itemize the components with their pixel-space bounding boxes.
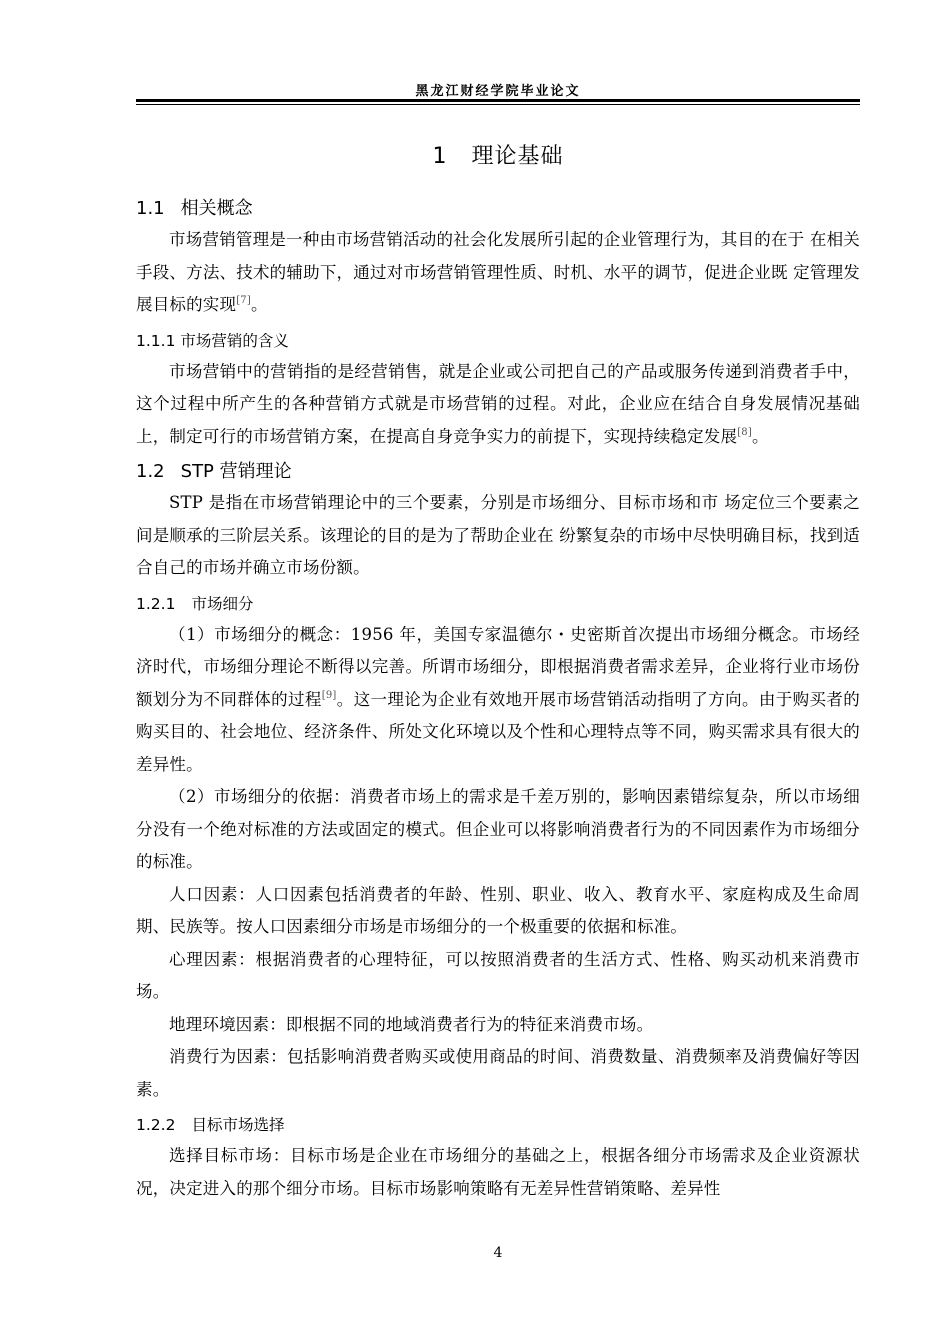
subsection-title: 目标市场选择	[191, 1116, 285, 1134]
citation: [8]	[737, 426, 752, 438]
paragraph	[136, 356, 860, 454]
chapter-number: 1	[432, 144, 448, 169]
section-number: 1.1	[136, 198, 165, 219]
subsection-number: 1.1.1	[136, 331, 176, 350]
header-rule-thin	[136, 104, 860, 105]
paragraph-text: （1）市场细分的概念：1956 年，美国专家温德尔・史密斯首次提出市场细分概念。市场经济时代，市场细分理论不断得以完善。所谓市场细分，即根据消费者需求差异，企业将行业市场份额划分为不同群体的过程	[136, 624, 860, 709]
paragraph-end: 。	[751, 426, 769, 446]
paragraph-text: 市场营销中的营销指的是经营销售，就是企业或公司把自己的产品或服务传递到消费者手中，这个过程中所产生的各种营销方式就是市场营销的过程。对此，企业应在结合自身发展情况基础上，制定可行的市场营销方案，在提高自身竞争实力的前提下，实现持续稳定发展	[136, 361, 860, 446]
paragraph-end: 。	[250, 295, 268, 314]
subsection-title: 市场营销的含义	[180, 331, 289, 350]
paragraph: 地理环境因素：即根据不同的地域消费者行为的特征来消费市场。	[169, 1014, 654, 1034]
citation: [9]	[321, 689, 337, 701]
page-body	[136, 140, 860, 1205]
header-rule-thick	[136, 99, 860, 102]
paragraph: 心理因素：根据消费者的心理特征，可以按照消费者的生活方式、性格、购买动机来消费市场。	[136, 949, 860, 1001]
page-number: 4	[493, 1245, 503, 1261]
paragraph	[136, 224, 860, 322]
paragraph-text: 市场营销管理是一种由市场营销活动的社会化发展所引起的企业管理行为，其目的在于 在相关手段、方法、技术的辅助下，通过对市场营销管理性质、时机、水平的调节，促进企业既 定管理发展目标的实现	[136, 230, 860, 314]
running-header: 黑龙江财经学院毕业论文	[415, 84, 581, 99]
section-title: STP 营销理论	[180, 461, 292, 482]
section-title: 相关概念	[180, 198, 253, 219]
section-number: 1.2	[136, 461, 165, 482]
paragraph: 选择目标市场：目标市场是企业在市场细分的基础之上，根据各细分市场需求及企业资源状况，决定进入的那个细分市场。目标市场影响策略有无差异性营销策略、差异性	[136, 1146, 860, 1198]
subsection-title: 市场细分	[191, 594, 254, 613]
paragraph-end: 。这一理论为企业有效地开展市场营销活动指明了方向。由于购买者的购买目的、社会地位、经济条件、所处文化环境以及个性和心理特点等不同，购买需求具有很大的差异性。	[136, 689, 861, 774]
chapter-title: 理论基础	[471, 144, 564, 169]
subsection-heading	[136, 589, 860, 619]
subsection-number: 1.2.2	[136, 1116, 176, 1134]
subsection-heading	[136, 1110, 860, 1140]
paragraph	[136, 619, 860, 782]
paragraph: （2）市场细分的依据：消费者市场上的需求是千差万别的，影响因素错综复杂，所以市场细分没有一个绝对标准的方法或固定的模式。但企业可以将影响消费者行为的不同因素作为市场细分的标准。	[136, 787, 860, 871]
paragraph: 消费行为因素：包括影响消费者购买或使用商品的时间、消费数量、消费频率及消费偏好等因素。	[136, 1047, 860, 1099]
subsection-number: 1.2.1	[136, 594, 176, 613]
citation: [7]	[236, 295, 251, 306]
section-heading	[136, 457, 860, 487]
paragraph: 人口因素：人口因素包括消费者的年龄、性别、职业、收入、教育水平、家庭构成及生命周期、民族等。按人口因素细分市场是市场细分的一个极重要的依据和标准。	[136, 884, 860, 936]
section-heading	[136, 194, 860, 224]
paragraph: STP 是指在市场营销理论中的三个要素，分别是市场细分、目标市场和市 场定位三个要素之间是顺承的三阶层关系。该理论的目的是为了帮助企业在 纷繁复杂的市场中尽快明确目标，找到适合自己的市场并确立市场份额。	[136, 493, 860, 577]
chapter-heading	[136, 140, 860, 174]
subsection-heading	[136, 326, 860, 356]
